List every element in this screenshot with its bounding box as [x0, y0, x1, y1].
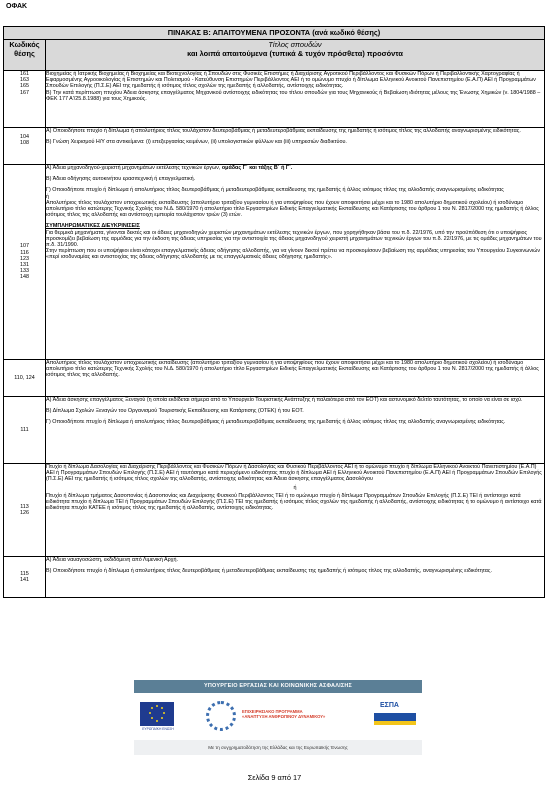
row-codes [4, 557, 46, 598]
row-codes [4, 397, 46, 464]
table-row [4, 360, 545, 397]
code: 141 [20, 577, 29, 583]
or-separator: ή [46, 193, 49, 200]
requirement-c-alt: Απολυτήριος τίτλος τουλάχιστον υποχρεωτικής εκπαίδευσης (απολυτήριο τριταξίου γυμνασίου ή για υποψηφίους που έχουν αποφοιτήσει μέχρι και το 1980 απολυτήριο δημοτικού σχολείου) ή ισοδύναμο απολυτήριο τίτλο κατώτερης Τεχνικής Σχολής του Ν.Δ. 580/1970 ή απολυτήριο τίτλο Εργαστηρίων Ειδικής Επαγγελματικής Εκπαίδευσης και Κατάρτισης του άρθρου 1 του Ν. 2817/2000 της ημεδαπής ή άλλος ισότιμος τίτλος της αλλοδαπής και αντίστοιχη εμπειρία τουλάχιστον τριών (3) ετών. [46, 199, 539, 219]
code: 123 [20, 255, 29, 262]
cofinance-note: Με τη συγχρηματοδότηση της Ελλάδας και της Ευρωπαϊκής Ένωσης [134, 740, 422, 755]
header-codes-line1: Κωδικός [9, 40, 40, 49]
row-description [46, 397, 545, 464]
code: 133 [20, 268, 29, 275]
requirement-a: Α) Άδεια ναυαγοσώστη, εκδιδόμενη από Λιμενική Αρχή. [46, 557, 179, 563]
page-number: Σελίδα 9 από 17 [247, 773, 302, 782]
funding-logo-banner [134, 680, 422, 755]
document-code: ΟΦΑΚ [6, 3, 28, 10]
code: 165 [20, 83, 29, 90]
row-codes [4, 360, 46, 397]
row-codes [4, 165, 46, 360]
row-description [46, 360, 545, 397]
clarifications-heading: ΣΥΜΠΛΗΡΩΜΑΤΙΚΕΣ ΔΙΕΥΚΡΙΝΙΣΕΙΣ [46, 223, 140, 230]
code: 131 [20, 262, 29, 268]
espa-bar-yellow-icon [374, 721, 416, 725]
row-description [46, 464, 545, 557]
table-header-row [4, 40, 545, 71]
espa-word: ΕΣΠΑ [380, 702, 399, 709]
code: 167 [20, 89, 29, 96]
table-row [4, 128, 545, 165]
espa-bar-icon [374, 713, 416, 721]
row-description [46, 557, 545, 598]
row-codes [4, 71, 46, 128]
requirement: Απολυτήριος τίτλος τουλάχιστον υποχρεωτικής εκπαίδευσης (απολυτήριο τριταξίου γυμνασίου ή για υποψηφίους που έχουν αποφοιτήσει μέχρι και το 1980 απολυτήριο δημοτικού σχολείου) ή ισοδύναμο απολυτήριο τίτλο κατώτερης Τεχνικής Σχολής του Ν.Δ. 580/1970 ή απολυτήριο τίτλο Εργαστηρίων Ειδικής Επαγγελματικής Εκπαίδευσης και Κατάρτισης του άρθρου 1 του Ν. 2817/2000 της ημεδαπής ή άλλος ισότιμος τίτλος της αλλοδαπής. [46, 360, 539, 379]
code: 116 [20, 249, 29, 256]
requirement-a: Βιοχημείας ή Ιατρικής Βιοχημείας ή Βιοχημείας και Βιοτεχνολογίας ή Σπουδών στις Φυσικές Επιστήμες ή Διαχείρισης Αγροτικού Περιβάλλοντος και Φυσικών Πόρων ή Περιβαλλοντικής Χαρτογραφίας ή Εφαρμοσμένης Αγροοικολογίας ή Επιστημών και Πολιτισμού - Κατεύθυνση Επιστημών Περιβάλλοντος ΑΕΙ ή το ομώνυμο πτυχίο ή δίπλωμα Ελληνικού Ανοικτού Πανεπιστημίου (Ε.Α.Π) ΑΕΙ ή Προγραμμάτων Σπουδών Επιλογής (Π.Σ.Ε) ΑΕΙ της ημεδαπής ή ισότιμος τίτλος σχολών της ημεδαπής ή αλλοδαπής, αντίστοιχης ειδικότητας. [46, 71, 536, 90]
code: 115 [20, 570, 29, 577]
code: 104 [20, 134, 29, 140]
requirement-b: Β) Οποιοδήποτε πτυχίο ή δίπλωμα ή απολυτήριος τίτλος δευτεροβάθμιας ή μεταδευτεροβάθμιας εκπαίδευσης της ημεδαπής ή ισότιμος τίτλος της αλλοδαπής, αναγνωρισμένης ειδικότητας. [46, 568, 492, 575]
requirement-b: Β) Δίπλωμα Σχολών Ξεναγών του Οργανισμού Τουριστικής Εκπαίδευσης και Κατάρτισης (ΟΤΕΚ) ή του ΕΟΤ. [46, 408, 304, 415]
row-codes [4, 464, 46, 557]
code: 148 [20, 274, 29, 281]
table-row [4, 464, 545, 557]
eu-label: ΕΥΡΩΠΑΪΚΗ ΕΝΩΣΗ [142, 727, 174, 731]
requirement-a: Α) Άδεια άσκησης επαγγέλματος Ξεναγού (η οποία εκδίδεται σήμερα από το Υπουργείο Τουριστικής Ανάπτυξης ή παλαιότερα από τον ΕΟΤ) και αστυνομικό δελτίο ταυτότητας, το οποίο να είναι σε ισχύ. [46, 397, 523, 403]
header-codes [4, 40, 46, 71]
code: 108 [20, 140, 29, 147]
code: 110, 124 [14, 374, 35, 381]
program-line1: ΕΠΙΧΕΙΡΗΣΙΑΚΟ ΠΡΟΓΡΑΜΜΑ [242, 709, 303, 714]
requirement-b: Β) Την κατά περίπτωση πτυχίου Άδεια άσκησης επαγγέλματος Μηχανικού αντίστοιχης ειδικότητας του τίτλου σπουδών για τους Μηχανικούς ή Βεβαίωση ιδιότητας μέλους της Ένωσης Χημικών (ν. 1804/1988 – ΦΕΚ 177 Α'/25.8.1988) για τους Χημικούς. [46, 89, 541, 102]
table-title-row [4, 27, 545, 40]
or-separator: ή [293, 484, 297, 491]
code: 107 [20, 243, 29, 250]
code: 113 [20, 503, 29, 510]
row-description [46, 71, 545, 128]
clarification-2: Στην περίπτωση που οι υποψήφιοι είναι κάτοχοι επαγγελματικής άδειας οδήγησης αλλοδαπής, για να γίνουν δεκτοί πρέπει να προσκομίσουν βεβαίωση της αρμόδιας υπηρεσίας του Υπουργείου Συγκοινωνιών «περί ισοδυναμίας και αντιστοιχίας της άδειας οδήγησης αλλοδαπής με τις επαγγελματικές άδειες οδήγησης ημεδαπής». [46, 248, 541, 261]
requirement-a-group: ομάδας Γ΄ και τάξης Β΄ ή Γ΄. [221, 165, 293, 171]
clarification-1: Για θερμικά μηχανήματα, γίνονται δεκτές και οι άδειες μηχανοδηγών χειριστών μηχανημάτων εκτέλεσης τεχνικών έργων, που χορηγήθηκαν βάσει του π.δ. 22/1976, υπό την προϋπόθεση ότι ο υποψήφιος προσκομίζει βεβαίωση της αρμόδιας για την έκδοση της άδειας υπηρεσίας για την αντιστοιχία της άδειας μηχανοδηγού χειριστή μηχανημάτων τεχνικών έργων του π.δ. 22/1976, με τις ομάδες μηχανημάτων του π.δ. 31/1990. [46, 229, 542, 249]
code: 161 [20, 71, 29, 77]
row-codes [4, 128, 46, 165]
logos-area [134, 693, 422, 740]
requirement-b: Β) Γνώση Χειρισμού Η/Υ στα αντικείμενα: (i) επεξεργασίας κειμένων, (ii) υπολογιστικών φύλλων και (iii) υπηρεσιών διαδικτύου. [46, 139, 347, 146]
row-description [46, 165, 545, 360]
table-row [4, 557, 545, 598]
requirement-a: Πτυχίο ή δίπλωμα Δασολογίας και Διαχείρισης Περιβάλλοντος και Φυσικών Πόρων ή Δασολογίας και Φυσικού Περιβάλλοντος ΑΕΙ ή το ομώνυμο πτυχίο ή δίπλωμα Ελληνικού Ανοικτού Πανεπιστημίου (Ε.Α.Π) ΑΕΙ ή Προγραμμάτων Σπουδών Επιλογής (Π.Σ.Ε) ΑΕΙ ή ταυτόσημο κατά περιεχόμενο ειδικότητας πτυχίο ή δίπλωμα ΑΕΙ ή Ελληνικού Ανοικτού Πανεπιστημίου (Ε.Α.Π) ΑΕΙ ή Προγραμμάτων Σπουδών Επιλογής (Π.Σ.Ε) ΑΕΙ της ημεδαπής ή ισότιμος τίτλος σχολών της αλλοδαπής, αντίστοιχης ειδικότητας και Άδεια άσκησης επαγγέλματος Δασολόγου [46, 464, 542, 483]
table-row [4, 71, 545, 128]
ministry-band: ΥΠΟΥΡΓΕΙΟ ΕΡΓΑΣΙΑΣ ΚΑΙ ΚΟΙΝΩΝΙΚΗΣ ΑΣΦΑΛΙΣΗΣ [134, 680, 422, 693]
requirements-table [3, 26, 545, 598]
header-description [46, 40, 545, 71]
program-name [242, 709, 325, 719]
table-row [4, 397, 545, 464]
requirement-a: Α) Οποιοδήποτε πτυχίο ή δίπλωμα ή απολυτήριος τίτλος τουλάχιστον δευτεροβάθμιας ή μεταδευτεροβάθμιας εκπαίδευσης της ημεδαπής ή ισότιμος τίτλος της αλλοδαπής αναγνωρισμένης ειδικότητας. [46, 128, 521, 134]
code: 111 [20, 426, 29, 433]
requirement-b: Β) Άδεια οδήγησης αυτοκινήτου ερασιτεχνική ή επαγγελματική. [46, 176, 196, 183]
program-line2: «ΑΝΑΠΤΥΞΗ ΑΝΘΡΩΠΙΝΟΥ ΔΥΝΑΜΙΚΟΥ» [242, 714, 326, 719]
requirement-c: Γ) Οποιοδήποτε πτυχίο ή δίπλωμα ή απολυτήριος τίτλος δευτεροβάθμιας ή μεταδευτεροβάθμιας εκπαίδευσης της ημεδαπής ή άλλος ισότιμος τίτλος της αλλοδαπής αναγνωρισμένης ειδικότητας [46, 187, 504, 194]
code: 163 [20, 77, 29, 84]
row-description [46, 128, 545, 165]
requirement-b: Πτυχίο ή δίπλωμα τμήματος Δασοπονίας ή Δασοπονίας και Διαχείρισης Φυσικού Περιβάλλοντος ΤΕΙ ή το ομώνυμο πτυχίο ή δίπλωμα Προγραμμάτων Σπουδών Επιλογής (Π.Σ.Ε) ΤΕΙ ή αντίστοιχο κατά ειδικότητα πτυχίο ή δίπλωμα ΤΕΙ ή Προγραμμάτων Σπουδών Επιλογής (Π.Σ.Ε) ΤΕΙ της ημεδαπής ή ισότιμος τίτλος σχολών της ημεδαπής ή αλλοδαπής, αντίστοιχης ειδικότητας ή το ομώνυμο ή αντίστοιχο κατά ειδικότητα πτυχίο ΚΑΤΕΕ ή ισότιμος τίτλος της ημεδαπής ή αλλοδαπής, αντίστοιχης ειδικότητας. [46, 492, 542, 512]
table-title: ΠΙΝΑΚΑΣ Β: ΑΠΑΙΤΟΥΜΕΝΑ ΠΡΟΣΟΝΤΑ (ανά κωδικό θέσης) [4, 27, 545, 40]
requirement-c: Γ) Οποιοδήποτε πτυχίο ή δίπλωμα ή απολυτήριος τίτλος δευτεροβάθμιας ή μεταδευτεροβάθμιας εκπαίδευσης της ημεδαπής ή άλλος ισότιμος τίτλος της αλλοδαπής αναγνωρισμένης ειδικότητας. [46, 419, 506, 426]
requirement-a [46, 165, 544, 171]
header-desc-line2: και λοιπά απαιτούμενα (τυπικά & τυχόν πρόσθετα) προσόντα [187, 49, 403, 58]
table-row [4, 165, 545, 360]
code: 126 [20, 510, 29, 516]
eu-flag-icon [140, 702, 174, 726]
program-ring-icon [206, 701, 236, 731]
requirement-a-text: Α) Άδεια μηχανοδηγού-χειριστή μηχανημάτων εκτέλεσης τεχνικών έργων, [46, 165, 222, 171]
header-desc-line1: Τίτλος σπουδών [268, 40, 322, 49]
header-codes-line2: θέσης [14, 49, 35, 58]
